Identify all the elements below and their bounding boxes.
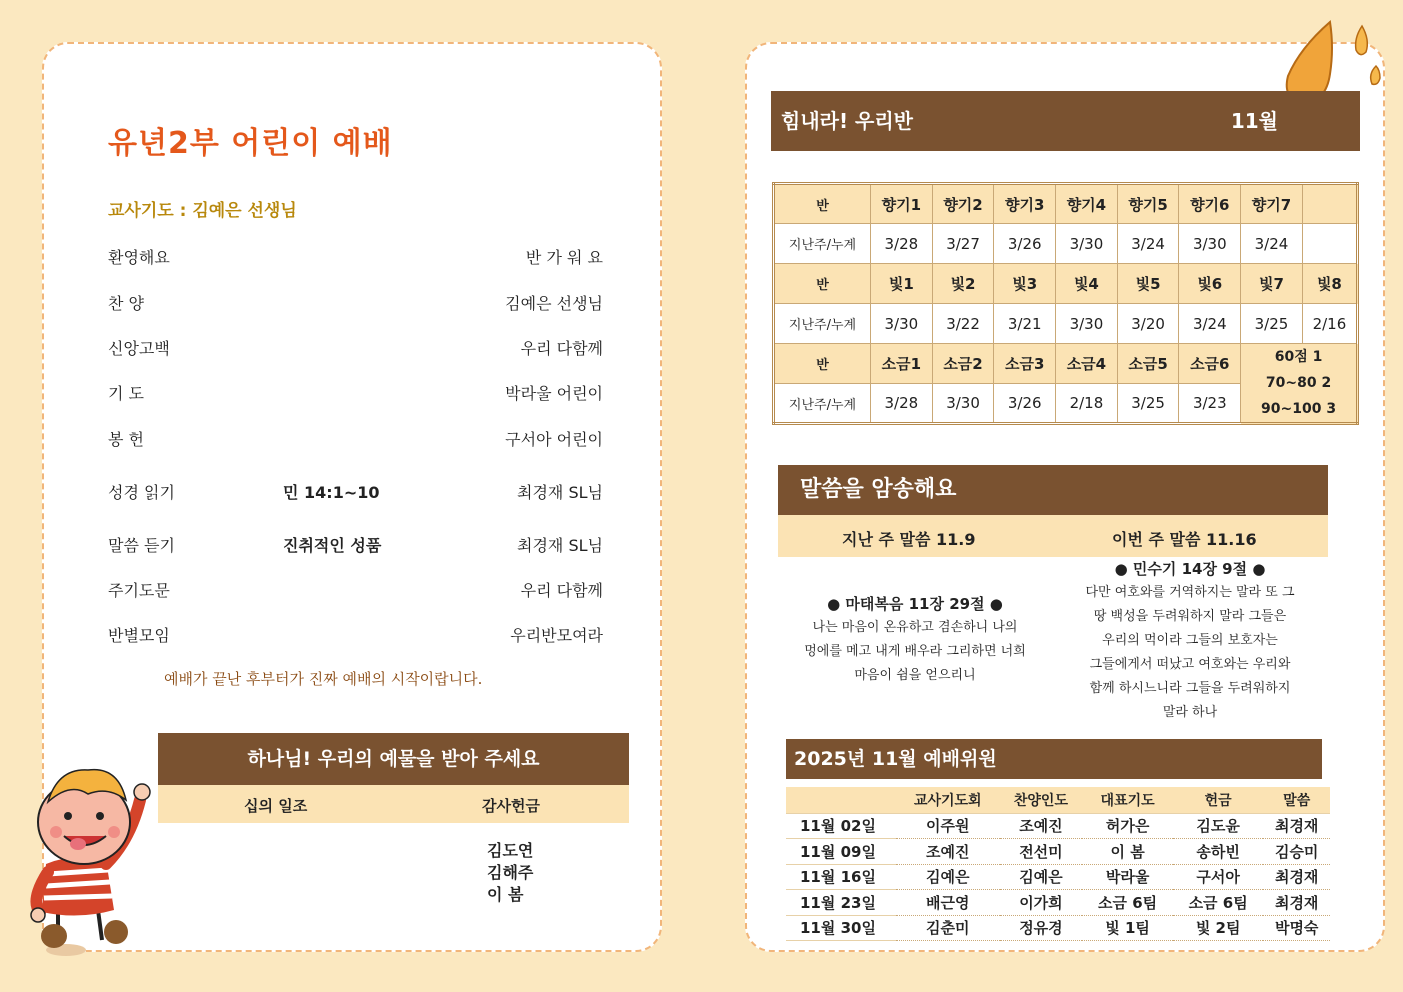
order-row — [108, 336, 603, 360]
committee-cell: 빛 2팀 — [1173, 915, 1264, 941]
offering-names — [487, 840, 533, 906]
class-name-cell: 향기4 — [1056, 184, 1118, 224]
committee-cell: 배근영 — [896, 890, 1000, 916]
cheer-month: 11월 — [1230, 109, 1278, 133]
verse-line: 멍에를 메고 내게 배우라 그리하면 너희 — [804, 644, 1026, 659]
class-name-cell: 빛2 — [932, 264, 994, 304]
class-name-cell: 빛5 — [1117, 264, 1179, 304]
order-row — [108, 578, 603, 602]
committee-cell: 박명숙 — [1263, 915, 1330, 941]
stat-label: 지난주/누계 — [774, 304, 871, 344]
class-stat-cell: 3/30 — [932, 384, 994, 424]
order-item-leader: 박라울 어린이 — [505, 384, 603, 403]
class-stat-cell: 3/24 — [1241, 224, 1303, 264]
order-item-leader: 최경재 SL님 — [517, 483, 603, 502]
verse-line: 땅 백성을 두려워하지 말라 그들은 — [1093, 609, 1287, 624]
committee-header-row — [786, 787, 1330, 813]
committee-column-header: 말씀 — [1263, 787, 1330, 813]
committee-header: 2025년 11월 예배위원 — [786, 739, 1322, 779]
verse-line: 마음이 쉼을 얻으리니 — [854, 668, 976, 683]
order-row — [108, 623, 603, 647]
class-stat-cell: 3/28 — [871, 224, 933, 264]
class-stat-cell: 3/25 — [1241, 304, 1303, 344]
order-item-name: 반별모임 — [108, 626, 170, 645]
class-name-cell: 향기2 — [932, 184, 994, 224]
committee-cell: 구서아 — [1173, 864, 1264, 890]
committee-row — [786, 813, 1330, 839]
committee-cell: 박라울 — [1082, 864, 1173, 890]
committee-table — [786, 787, 1330, 941]
committee-cell: 김승미 — [1263, 839, 1330, 865]
class-name-row — [774, 344, 1358, 384]
committee-cell: 김춘미 — [896, 915, 1000, 941]
order-row — [108, 533, 603, 557]
class-name-cell: 빛1 — [871, 264, 933, 304]
teacher-prayer: 교사기도 : 김예은 선생님 — [108, 201, 297, 221]
class-stat-cell: 3/26 — [994, 384, 1056, 424]
class-stat-cell: 3/30 — [1056, 224, 1118, 264]
order-item-name: 기 도 — [108, 384, 144, 403]
committee-cell: 이가희 — [1000, 890, 1083, 916]
verse-subheader — [778, 515, 1328, 557]
order-item-leader: 반 가 워 요 — [525, 248, 603, 267]
class-name-row — [774, 184, 1358, 224]
order-item-name: 성경 읽기 — [108, 483, 175, 502]
class-stat-row — [774, 304, 1358, 344]
class-stat-cell: 2/16 — [1302, 304, 1357, 344]
last-verse-reference: ● 마태복음 11장 29절 ● — [827, 595, 1003, 613]
page-title: 유년2부 어린이 예배 — [108, 126, 393, 161]
row-label: 반 — [774, 184, 871, 224]
committee-cell: 소금 6팀 — [1173, 890, 1264, 916]
last-week-label: 지난 주 말씀 11.9 — [842, 530, 976, 549]
tithe-label: 십의 일조 — [244, 797, 308, 815]
child-illustration — [18, 760, 168, 960]
order-item-name: 찬 양 — [108, 294, 144, 313]
order-row — [108, 427, 603, 451]
class-stat-cell: 3/27 — [932, 224, 994, 264]
committee-row — [786, 890, 1330, 916]
class-name-cell: 빛4 — [1056, 264, 1118, 304]
class-name-cell: 소금1 — [871, 344, 933, 384]
class-name-cell: 소금2 — [932, 344, 994, 384]
committee-row — [786, 864, 1330, 890]
class-name-cell: 소금5 — [1117, 344, 1179, 384]
committee-cell: 김도윤 — [1173, 813, 1264, 839]
cheer-header — [771, 91, 1360, 151]
thanks-label: 감사헌금 — [482, 797, 540, 815]
verse-line: 우리의 먹이라 그들의 보호자는 — [1102, 633, 1278, 648]
order-item-leader: 우리반모여라 — [510, 626, 603, 645]
legend-line: 60점 1 — [1274, 349, 1323, 365]
committee-cell: 이주원 — [896, 813, 1000, 839]
class-name-cell — [1302, 184, 1357, 224]
committee-column-header — [786, 787, 896, 813]
legend-line: 90~100 3 — [1261, 401, 1337, 417]
class-name-cell: 빛7 — [1241, 264, 1303, 304]
committee-date: 11월 09일 — [786, 839, 896, 865]
class-stat-cell: 3/30 — [1056, 304, 1118, 344]
committee-cell: 조예진 — [1000, 813, 1083, 839]
stat-label: 지난주/누계 — [774, 384, 871, 424]
order-item-leader: 구서아 어린이 — [505, 430, 603, 449]
class-stat-row — [774, 224, 1358, 264]
committee-cell: 전선미 — [1000, 839, 1083, 865]
committee-cell: 최경재 — [1263, 864, 1330, 890]
this-week-label: 이번 주 말씀 11.16 — [1112, 530, 1257, 549]
order-item-name: 신앙고백 — [108, 339, 170, 358]
committee-cell: 김예은 — [896, 864, 1000, 890]
class-stat-cell: 2/18 — [1056, 384, 1118, 424]
class-name-cell: 향기3 — [994, 184, 1056, 224]
order-row — [108, 291, 603, 315]
class-stat-cell: 3/21 — [994, 304, 1056, 344]
committee-cell: 최경재 — [1263, 813, 1330, 839]
offering-name: 김도연 — [487, 841, 534, 860]
class-stat-cell: 3/24 — [1179, 304, 1241, 344]
committee-cell: 조예진 — [896, 839, 1000, 865]
class-stat-cell: 3/30 — [871, 304, 933, 344]
last-week-verse — [780, 592, 1050, 688]
order-item-detail: 진취적인 성품 — [283, 536, 382, 555]
committee-column-header: 찬양인도 — [1000, 787, 1083, 813]
class-name-cell: 소금6 — [1179, 344, 1241, 384]
offering-name: 김해주 — [487, 863, 534, 882]
committee-column-header: 교사기도회 — [896, 787, 1000, 813]
class-stat-cell: 3/26 — [994, 224, 1056, 264]
offering-subheader — [158, 785, 629, 823]
class-stat-cell: 3/22 — [932, 304, 994, 344]
verse-line: 말라 하나 — [1162, 705, 1218, 720]
worship-note: 예배가 끝난 후부터가 진짜 예배의 시작이랍니다. — [164, 670, 483, 688]
committee-cell: 송하빈 — [1173, 839, 1264, 865]
class-stat-cell: 3/23 — [1179, 384, 1241, 424]
order-item-leader: 우리 다함께 — [520, 581, 603, 600]
verse-line: 함께 하시느니라 그들을 두려워하지 — [1089, 681, 1291, 696]
class-stat-cell — [1302, 224, 1357, 264]
committee-row — [786, 915, 1330, 941]
class-stat-cell: 3/25 — [1117, 384, 1179, 424]
order-row — [108, 381, 603, 405]
committee-date: 11월 23일 — [786, 890, 896, 916]
class-stat-cell: 3/30 — [1179, 224, 1241, 264]
this-verse-text — [1060, 581, 1320, 725]
offering-header: 하나님! 우리의 예물을 받아 주세요 — [158, 733, 629, 785]
class-stat-cell: 3/20 — [1117, 304, 1179, 344]
class-name-cell: 소금3 — [994, 344, 1056, 384]
offering-name: 이 봄 — [487, 885, 524, 904]
order-row — [108, 480, 603, 504]
order-item-name: 주기도문 — [108, 581, 170, 600]
order-item-name: 환영해요 — [108, 248, 170, 267]
class-stat-cell: 3/28 — [871, 384, 933, 424]
committee-date: 11월 16일 — [786, 864, 896, 890]
row-label: 반 — [774, 344, 871, 384]
score-legend — [1241, 344, 1358, 424]
committee-cell: 정유경 — [1000, 915, 1083, 941]
class-attendance-table — [772, 182, 1359, 425]
committee-cell: 소금 6팀 — [1082, 890, 1173, 916]
order-item-name: 봉 헌 — [108, 430, 144, 449]
class-name-row — [774, 264, 1358, 304]
class-name-cell: 향기6 — [1179, 184, 1241, 224]
class-name-cell: 빛3 — [994, 264, 1056, 304]
cheer-title: 힘내라! 우리반 — [781, 109, 914, 133]
class-name-cell: 향기7 — [1241, 184, 1303, 224]
order-item-name: 말씀 듣기 — [108, 536, 175, 555]
class-stat-cell: 3/24 — [1117, 224, 1179, 264]
class-name-cell: 소금4 — [1056, 344, 1118, 384]
verse-line: 그들에게서 떠났고 여호와는 우리와 — [1089, 657, 1291, 672]
committee-column-header: 헌금 — [1173, 787, 1264, 813]
this-week-verse — [1060, 557, 1320, 725]
order-row — [108, 245, 603, 269]
class-name-cell: 향기5 — [1117, 184, 1179, 224]
committee-cell: 김예은 — [1000, 864, 1083, 890]
class-name-cell: 빛6 — [1179, 264, 1241, 304]
order-item-leader: 우리 다함께 — [520, 339, 603, 358]
class-name-cell: 향기1 — [871, 184, 933, 224]
stat-label: 지난주/누계 — [774, 224, 871, 264]
committee-date: 11월 30일 — [786, 915, 896, 941]
committee-cell: 이 봄 — [1082, 839, 1173, 865]
order-item-detail: 민 14:1~10 — [283, 483, 380, 502]
row-label: 반 — [774, 264, 871, 304]
legend-line: 70~80 2 — [1265, 375, 1332, 391]
committee-date: 11월 02일 — [786, 813, 896, 839]
verse-line: 다만 여호와를 거역하지는 말라 또 그 — [1085, 585, 1295, 600]
last-verse-text — [780, 616, 1050, 688]
class-name-cell: 빛8 — [1302, 264, 1357, 304]
committee-cell: 최경재 — [1263, 890, 1330, 916]
this-verse-reference: ● 민수기 14장 9절 ● — [1114, 560, 1266, 578]
verse-line: 나는 마음이 온유하고 겸손하니 나의 — [812, 620, 1018, 635]
order-item-leader: 김예은 선생님 — [505, 294, 603, 313]
committee-column-header: 대표기도 — [1082, 787, 1173, 813]
order-item-leader: 최경재 SL님 — [517, 536, 603, 555]
verse-header: 말씀을 암송해요 — [778, 465, 1328, 515]
committee-cell: 허가은 — [1082, 813, 1173, 839]
committee-row — [786, 839, 1330, 865]
committee-cell: 빛 1팀 — [1082, 915, 1173, 941]
